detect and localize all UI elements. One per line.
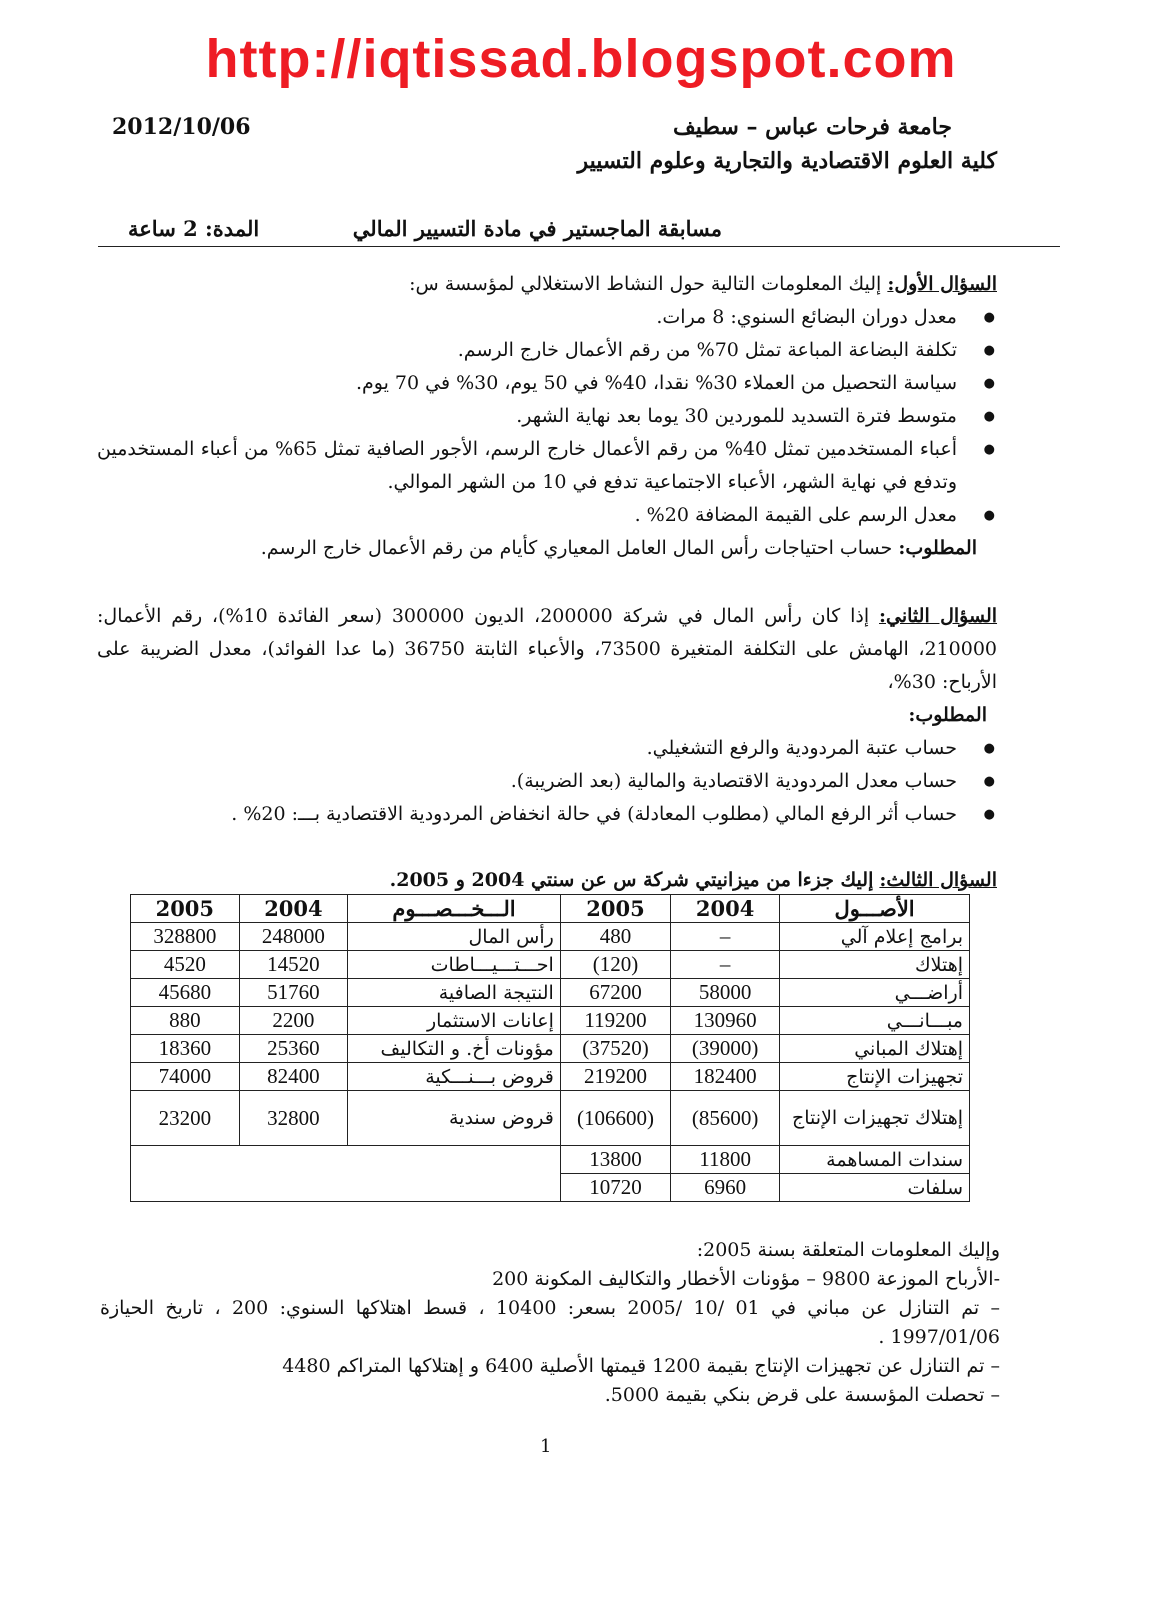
liability-label: قروض سندية: [348, 1091, 561, 1146]
asset-2004: 58000: [671, 979, 780, 1007]
list-item: ● حساب أثر الرفع المالي (مطلوب المعادلة) في حالة انخفاض المردودية الاقتصادية بـــ: 20% .: [97, 798, 957, 831]
faculty-name: كلية العلوم الاقتصادية والتجارية وعلوم التسيير: [577, 148, 997, 174]
asset-2005: 480: [560, 923, 670, 951]
liability-2005: 328800: [131, 923, 240, 951]
info-line: – تحصلت المؤسسة على قرض بنكي بقيمة 5000.: [604, 1384, 1000, 1406]
asset-label: إهتلاك تجهيزات الإنتاج: [780, 1091, 970, 1146]
liability-label: رأس المال: [348, 923, 561, 951]
q3-title: السؤال الثالث:: [879, 869, 997, 891]
table-row: [131, 979, 970, 1007]
asset-2004: (39000): [671, 1035, 780, 1063]
q2-text: إذا كان رأس المال في شركة 200000، الديون 300000 (سعر الفائدة 10%)، رقم الأعمال: 210000، الهامش على التكلفة المتغيرة 73500، والأعباء الثابتة 36750 (ما عدا الفوائد)، معدل الضريبة على الأرباح: 30%،: [97, 605, 997, 693]
table-row: [131, 1007, 970, 1035]
q1-required: [97, 532, 997, 565]
liability-2005: 45680: [131, 979, 240, 1007]
q3-heading: [97, 864, 997, 897]
asset-2004: –: [671, 923, 780, 951]
empty-cell: [131, 1146, 561, 1202]
list-item: ● أعباء المستخدمين تمثل 40% من رقم الأعمال خارج الرسم، الأجور الصافية تمثل 65% من أعباء المستخدمين وتدفع في نهاية الشهر، الأعباء الاجتماعية تدفع في 10 من الشهر الموالي.: [97, 433, 957, 499]
liability-2004: 82400: [239, 1063, 348, 1091]
list-item: ● معدل دوران البضائع السنوي: 8 مرات.: [97, 301, 957, 334]
q1-required-label: المطلوب:: [898, 537, 977, 559]
asset-label: برامج إعلام آلي: [780, 923, 970, 951]
table-row: [131, 1035, 970, 1063]
q2-list: [97, 732, 997, 831]
table-header: 2005: [131, 895, 240, 923]
asset-2004: 6960: [671, 1174, 780, 1202]
liability-2004: 14520: [239, 951, 348, 979]
asset-2004: 130960: [671, 1007, 780, 1035]
q1-list: [97, 301, 997, 532]
liability-2004: 25360: [239, 1035, 348, 1063]
liability-label: مؤونات أخ. و التكاليف: [348, 1035, 561, 1063]
table-header: الـــخـــصـــوم: [348, 895, 561, 923]
table-row: [131, 951, 970, 979]
asset-2005: 13800: [560, 1146, 670, 1174]
liability-2004: 51760: [239, 979, 348, 1007]
list-item: ● حساب معدل المردودية الاقتصادية والمالية (بعد الضريبة).: [97, 765, 957, 798]
table-row: [131, 923, 970, 951]
q3-info-title: وإليك المعلومات المتعلقة بسنة 2005:: [696, 1239, 1000, 1261]
liability-2004: 248000: [239, 923, 348, 951]
table-header-row: [131, 895, 970, 923]
list-item: ● سياسة التحصيل من العملاء 30% نقدا، 40% في 50 يوم، 30% في 70 يوم.: [97, 367, 957, 400]
q2-required-label: المطلوب:: [908, 704, 987, 726]
header-divider: [98, 246, 1060, 247]
q2-statement: [97, 600, 997, 699]
balance-sheet-table: [130, 894, 970, 1202]
liability-label: قروض بـــنـــكية: [348, 1063, 561, 1091]
asset-2005: 10720: [560, 1174, 670, 1202]
table-row: [131, 1063, 970, 1091]
asset-2004: –: [671, 951, 780, 979]
asset-2005: (120): [560, 951, 670, 979]
info-line: – تم التنازل عن مباني في 01 /10 /2005 بسعر: 10400 ، قسط اهتلاكها السنوي: 200 ، تاريخ الحيازة 1997/01/06 .: [100, 1297, 1000, 1348]
asset-label: أراضـــي: [780, 979, 970, 1007]
info-line: -الأرباح الموزعة 9800 – مؤونات الأخطار والتكاليف المكونة 200: [492, 1268, 1000, 1290]
table-row: [131, 1146, 970, 1174]
asset-2005: 67200: [560, 979, 670, 1007]
asset-label: سلفات: [780, 1174, 970, 1202]
page-number: 1: [540, 1436, 552, 1457]
asset-2004: (85600): [671, 1091, 780, 1146]
q1-title: السؤال الأول:: [887, 273, 997, 295]
exam-title: مسابقة الماجستير في مادة التسيير المالي: [352, 216, 722, 241]
list-item: ● حساب عتبة المردودية والرفع التشغيلي.: [97, 732, 957, 765]
q2-title: السؤال الثاني:: [879, 605, 998, 627]
table-header: 2005: [560, 895, 670, 923]
q3-intro: إليك جزءا من ميزانيتي شركة س عن سنتي 2004 و 2005.: [389, 869, 874, 891]
liability-label: إعانات الاستثمار: [348, 1007, 561, 1035]
q1-required-text: حساب احتياجات رأس المال العامل المعياري كأيام من رقم الأعمال خارج الرسم.: [260, 537, 893, 559]
q3-info: [100, 1236, 1000, 1410]
liability-2005: 74000: [131, 1063, 240, 1091]
asset-label: سندات المساهمة: [780, 1146, 970, 1174]
asset-2005: (106600): [560, 1091, 670, 1146]
q1-intro: إليك المعلومات التالية حول النشاط الاستغلالي لمؤسسة س:: [409, 273, 882, 295]
asset-2005: (37520): [560, 1035, 670, 1063]
asset-label: تجهيزات الإنتاج: [780, 1063, 970, 1091]
asset-2005: 219200: [560, 1063, 670, 1091]
list-item: ● تكلفة البضاعة المباعة تمثل 70% من رقم الأعمال خارج الرسم.: [97, 334, 957, 367]
table-header: الأصـــول: [780, 895, 970, 923]
blog-url: http://iqtissad.blogspot.com: [205, 29, 957, 89]
asset-label: مبـــانـــي: [780, 1007, 970, 1035]
asset-label: إهتلاك المباني: [780, 1035, 970, 1063]
exam-duration: المدة: 2 ساعة: [128, 216, 260, 241]
liability-label: النتيجة الصافية: [348, 979, 561, 1007]
liability-2005: 4520: [131, 951, 240, 979]
liability-2004: 2200: [239, 1007, 348, 1035]
table-header: 2004: [671, 895, 780, 923]
table-row: [131, 1091, 970, 1146]
liability-2005: 23200: [131, 1091, 240, 1146]
info-line: – تم التنازل عن تجهيزات الإنتاج بقيمة 1200 قيمتها الأصلية 6400 و إهتلاكها المتراكم 4480: [282, 1355, 1000, 1377]
q1-intro-line: [97, 268, 997, 301]
asset-2005: 119200: [560, 1007, 670, 1035]
table-header: 2004: [239, 895, 348, 923]
exam-date: 2012/10/06: [112, 114, 251, 140]
liability-2004: 32800: [239, 1091, 348, 1146]
question-1: [97, 268, 997, 565]
liability-label: احـــتـــيـــاطات: [348, 951, 561, 979]
liability-2005: 18360: [131, 1035, 240, 1063]
list-item: ● متوسط فترة التسديد للموردين 30 يوما بعد نهاية الشهر.: [97, 400, 957, 433]
asset-2004: 182400: [671, 1063, 780, 1091]
asset-2004: 11800: [671, 1146, 780, 1174]
liability-2005: 880: [131, 1007, 240, 1035]
list-item: ● معدل الرسم على القيمة المضافة 20% .: [97, 499, 957, 532]
asset-label: إهتلاك: [780, 951, 970, 979]
university-name: جامعة فرحات عباس – سطيف: [672, 114, 952, 140]
question-2: [97, 600, 997, 831]
